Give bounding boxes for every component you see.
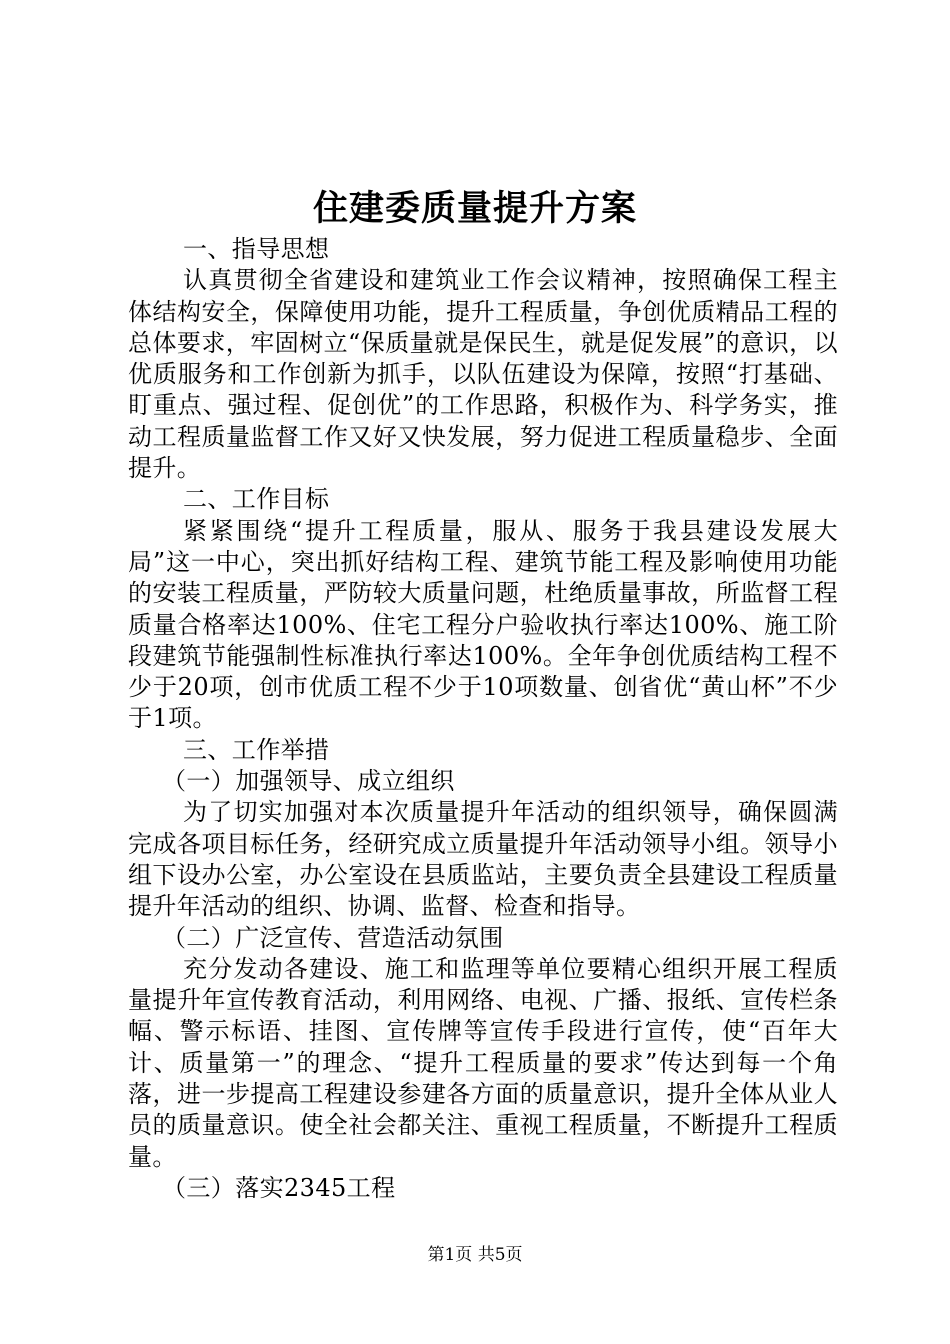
- paragraph-guiding-thought: 认真贯彻全省建设和建筑业工作会议精神，按照确保工程主体结构安全，保障使用功能，提升工程质量，争创优质精品工程的总体要求，牢固树立“保质量就是保民生，就是促发展”的意识，以优质服务和工作创新为抓手，以队伍建设为保障，按照“打基础、盯重点、强过程、促创优”的工作思路，积极作为、科学务实，推动工程质量监督工作又好又快发展，努力促进工程质量稳步、全面提升。: [128, 266, 838, 483]
- paragraph-leadership: 为了切实加强对本次质量提升年活动的组织领导，确保圆满完成各项目标任务，经研究成立质量提升年活动领导小组。领导小组下设办公室，办公室设在县质监站，主要负责全县建设工程质量提升年活动的组织、协调、监督、检查和指导。: [128, 798, 838, 921]
- paragraph-work-goals: 紧紧围绕“提升工程质量，服从、服务于我县建设发展大局”这一中心，突出抓好结构工程、建筑节能工程及影响使用功能的安装工程质量，严防较大质量问题，杜绝质量事故，所监督工程质量合格率达100%、住宅工程分户验收执行率达100%、施工阶段建筑节能强制性标准执行率达100%。全年争创优质结构工程不少于20项，创市优质工程不少于10项数量、创省优“黄山杯”不少于1项。: [128, 516, 838, 733]
- document-title: 住建委质量提升方案: [312, 188, 637, 229]
- section-heading-work-measures: 三、工作举措: [183, 735, 330, 764]
- paragraph-publicity: 充分发动各建设、施工和监理等单位要精心组织开展工程质量提升年宣传教育活动，利用网络、电视、广播、报纸、宣传栏条幅、警示标语、挂图、宣传牌等宣传手段进行宣传，使“百年大计、质量第一”的理念、“提升工程质量的要求”传达到每一个角落，进一步提高工程建设参建各方面的质量意识，提升全体从业人员的质量意识。使全社会都关注、重视工程质量，不断提升工程质量。: [128, 954, 838, 1171]
- section-heading-work-goals: 二、工作目标: [183, 485, 330, 514]
- section-heading-guiding-thought: 一、指导思想: [183, 235, 330, 263]
- subheading-2345-project: （三）落实2345工程: [162, 1173, 396, 1202]
- page-number-footer: 第1页 共5页: [427, 1245, 523, 1265]
- document-body: [128, 234, 838, 1204]
- subheading-leadership: （一）加强领导、成立组织: [162, 767, 455, 796]
- subheading-publicity: （二）广泛宣传、营造活动氛围: [162, 923, 504, 952]
